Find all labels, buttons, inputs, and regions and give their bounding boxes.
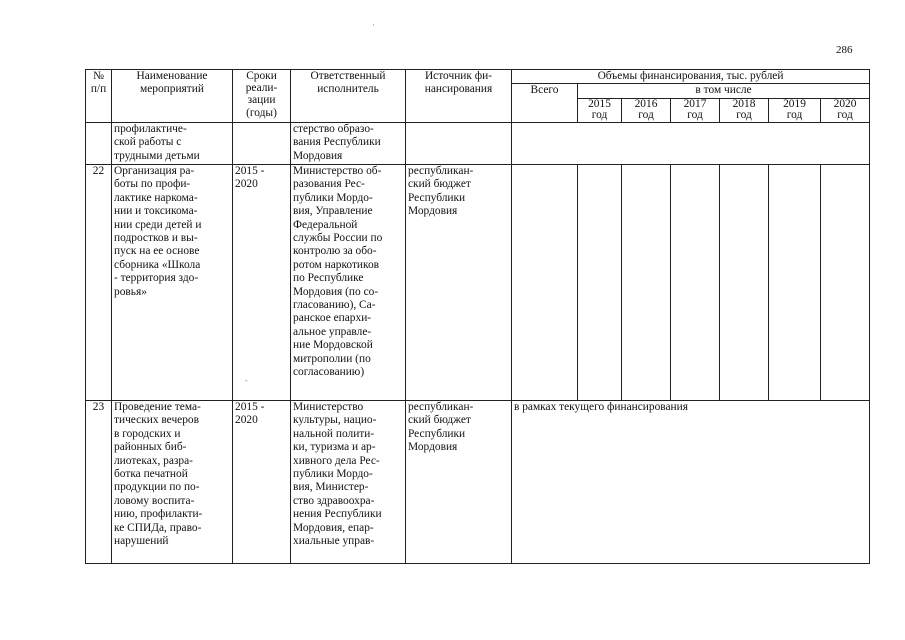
row-terms [233,123,291,165]
row-executor: Министерство об- разования Рес- публики Мордо- вия, Управление Федеральной службы России по контролю за обо- ротом наркотиков по Республике Мордовия (по со- гласованию), Са- ранское епархи- альное управле- ние Мордовской митрополии (по согласованию) [291,165,406,401]
scan-speck: · [372,20,375,30]
row-financing-note: в рамках текущего финансирования [512,401,870,564]
header-year-2017: 2017 год [671,98,720,122]
table-row [86,165,870,401]
row-executor: Министерство культуры, нацио- нальной полити- ки, туризма и ар- хивного дела Рес- публики Мордо- вия, Министер- ство здравоохра- нения Республики Мордовия, епар- хиальные управ- [291,401,406,564]
header-year-2015: 2015 год [578,98,622,122]
row-year-2020 [821,165,870,401]
table-row [86,401,870,564]
header-year-2019: 2019 год [769,98,821,122]
row-terms: 2015 - 2020 [233,165,291,401]
header-year-2016: 2016 год [622,98,671,122]
header-volumes: Объемы финансирования, тыс. рублей [512,70,870,84]
row-financing [512,123,870,165]
row-name: профилактиче- ской работы с трудными детьми [112,123,233,165]
row-year-2015 [578,165,622,401]
page-number: 286 [836,44,853,56]
row-name: Проведение тема- тических вечеров в городских и районных биб- лиотеках, разра- ботка печатной продукции по по- ловому воспита- нию, профилакти- ке СПИДа, право- нарушений [112,401,233,564]
row-executor: стерство образо- вания Республики Мордовия [291,123,406,165]
header-executor: Ответственный исполнитель [291,70,406,123]
header-terms: Сроки реали- зации (годы) [233,70,291,123]
row-year-2016 [622,165,671,401]
header-num: № п/п [86,70,112,123]
row-num: 23 [86,401,112,564]
row-num [86,123,112,165]
financing-table [85,69,870,564]
table-row [86,123,870,165]
header-total: Всего [512,84,578,123]
row-year-2017 [671,165,720,401]
header-year-2020: 2020 год [821,98,870,122]
header-year-2018: 2018 год [720,98,769,122]
header-source: Источник фи- нансирования [406,70,512,123]
row-total [512,165,578,401]
row-terms: 2015 - 2020 [233,401,291,564]
scan-speck: - [245,376,248,385]
header-including: в том числе [578,84,870,98]
row-num: 22 [86,165,112,401]
row-source [406,123,512,165]
row-name: Организация ра- боты по профи- лактике наркома- нии и токсикома- нии среди детей и подростков и вы- пуск на ее основе сборника «Школа - территория здо- ровья» [112,165,233,401]
header-name: Наименование мероприятий [112,70,233,123]
row-source: республикан- ский бюджет Республики Мордовия [406,165,512,401]
row-source: республикан- ский бюджет Республики Мордовия [406,401,512,564]
row-year-2018 [720,165,769,401]
header-row-1 [86,70,870,84]
row-year-2019 [769,165,821,401]
